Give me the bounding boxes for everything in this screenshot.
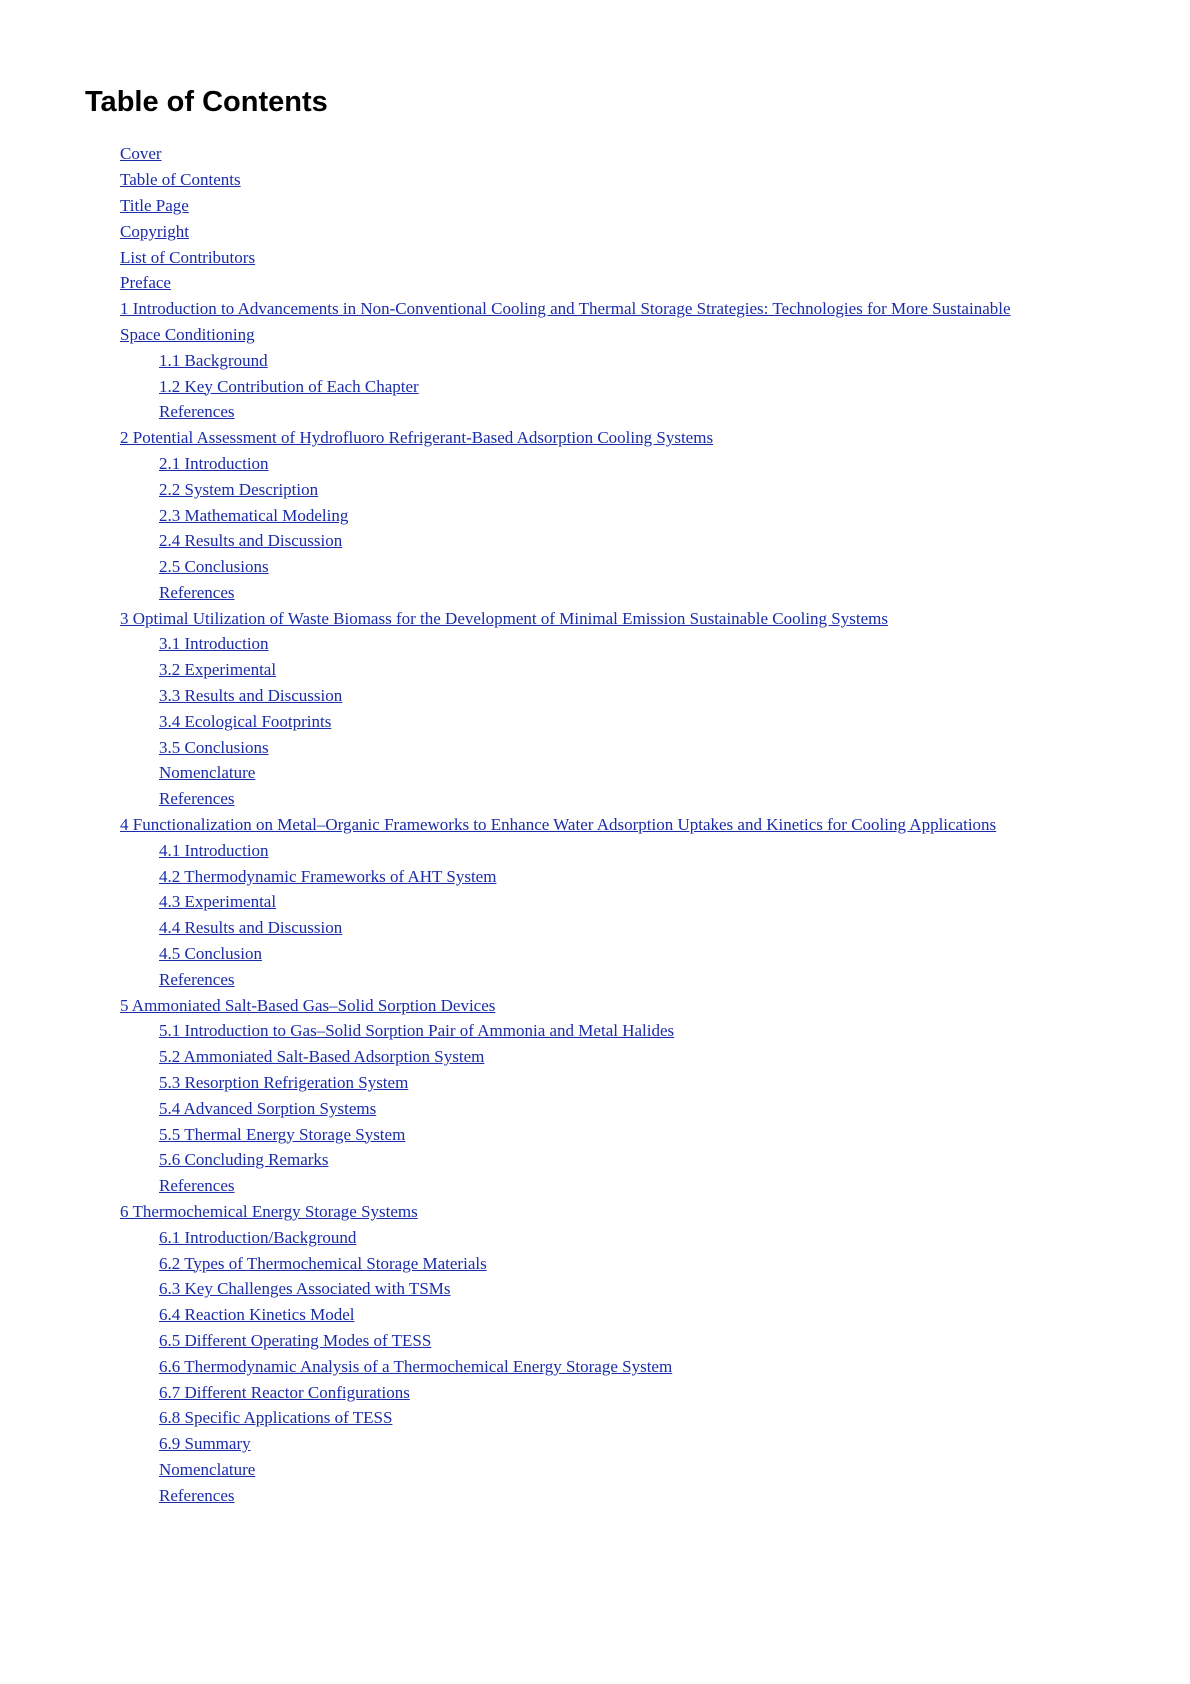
toc-link[interactable]: 6.2 Types of Thermochemical Storage Materials — [159, 1253, 487, 1273]
toc-link[interactable]: 2.3 Mathematical Modeling — [159, 505, 349, 525]
toc-link[interactable]: 6.1 Introduction/Background — [159, 1227, 357, 1247]
toc-link[interactable]: References — [159, 1176, 235, 1196]
toc-link[interactable]: Table of Contents — [120, 170, 241, 190]
toc-link[interactable]: 5.5 Thermal Energy Storage System — [159, 1124, 406, 1144]
toc-link[interactable]: 5.3 Resorption Refrigeration System — [159, 1073, 409, 1093]
toc-link[interactable]: 5.1 Introduction to Gas–Solid Sorption Pair of Ammonia and Metal Halides — [159, 1021, 675, 1041]
toc-link[interactable]: 1.1 Background — [159, 350, 268, 370]
toc-link[interactable]: 3.1 Introduction — [159, 634, 269, 654]
toc-link[interactable]: Title Page — [120, 195, 189, 215]
toc-link[interactable]: 4.1 Introduction — [159, 840, 269, 860]
toc-link[interactable]: 6.7 Different Reactor Configurations — [159, 1382, 410, 1402]
page-title: Table of Contents — [85, 86, 328, 118]
toc-link[interactable]: 2.1 Introduction — [159, 453, 269, 473]
toc-link[interactable]: 6.5 Different Operating Modes of TESS — [159, 1331, 432, 1350]
toc-link[interactable]: 5.4 Advanced Sorption Systems — [159, 1098, 377, 1118]
toc-link[interactable]: 6.6 Thermodynamic Analysis of a Thermochemical Energy Storage System — [159, 1356, 673, 1376]
toc-list — [85, 141, 1030, 1508]
toc-link[interactable]: Preface — [120, 273, 171, 293]
toc-link[interactable]: References — [159, 582, 235, 602]
toc-link[interactable]: 5.6 Concluding Remarks — [159, 1150, 329, 1170]
toc-link[interactable]: 2.2 System Description — [159, 479, 319, 499]
toc-link[interactable]: 3.3 Results and Discussion — [159, 686, 343, 706]
toc-link[interactable]: 4.3 Experimental — [159, 892, 277, 912]
toc-link[interactable]: 1 Introduction to Advancements in Non-Conventional Cooling and Thermal Storage Strategies: Technologies for More Sustainable Space Conditioning — [120, 299, 1011, 344]
toc-link[interactable]: 3 Optimal Utilization of Waste Biomass for the Development of Minimal Emission Sustainable Cooling Systems — [120, 608, 888, 628]
toc-link[interactable]: 4.4 Results and Discussion — [159, 918, 343, 938]
toc-link[interactable]: 2 Potential Assessment of Hydrofluoro Refrigerant-Based Adsorption Cooling Systems — [120, 428, 714, 448]
toc-link[interactable]: 1.2 Key Contribution of Each Chapter — [159, 376, 419, 396]
toc-link[interactable]: 6 Thermochemical Energy Storage Systems — [120, 1202, 418, 1222]
toc-link[interactable]: 4.5 Conclusion — [159, 944, 262, 964]
toc-link[interactable]: 5.2 Ammoniated Salt-Based Adsorption System — [159, 1047, 485, 1067]
toc-link[interactable]: 6.3 Key Challenges Associated with TSMs — [159, 1279, 451, 1299]
toc-link[interactable]: References — [159, 969, 235, 989]
toc-link[interactable]: 4 Functionalization on Metal–Organic Frameworks to Enhance Water Adsorption Uptakes and Kinetics for Cooling Applications — [120, 815, 997, 835]
toc-link[interactable]: 3.5 Conclusions — [159, 737, 269, 757]
toc-link[interactable]: Nomenclature — [159, 1459, 256, 1479]
toc-link[interactable]: 3.4 Ecological Footprints — [159, 711, 332, 731]
toc-link[interactable]: 4.2 Thermodynamic Frameworks of AHT System — [159, 866, 497, 886]
toc-link[interactable]: 2.4 Results and Discussion — [159, 531, 343, 551]
toc-link[interactable]: 2.5 Conclusions — [159, 557, 269, 577]
toc-link[interactable]: 3.2 Experimental — [159, 660, 277, 680]
toc-link[interactable]: Nomenclature — [159, 763, 256, 783]
toc-link[interactable]: 5 Ammoniated Salt-Based Gas–Solid Sorption Devices — [120, 995, 496, 1015]
toc-link[interactable]: References — [159, 1485, 235, 1505]
toc-link[interactable]: References — [159, 402, 235, 422]
toc-link[interactable]: List of Contributors — [120, 247, 256, 267]
toc-link[interactable]: References — [159, 789, 235, 809]
toc-link[interactable]: 6.4 Reaction Kinetics Model — [159, 1305, 355, 1325]
toc-link[interactable]: Cover — [120, 144, 162, 164]
toc-link[interactable]: Copyright — [120, 221, 189, 241]
toc-link[interactable]: 6.9 Summary — [159, 1434, 251, 1454]
toc-link[interactable]: 6.8 Specific Applications of TESS — [159, 1408, 393, 1428]
